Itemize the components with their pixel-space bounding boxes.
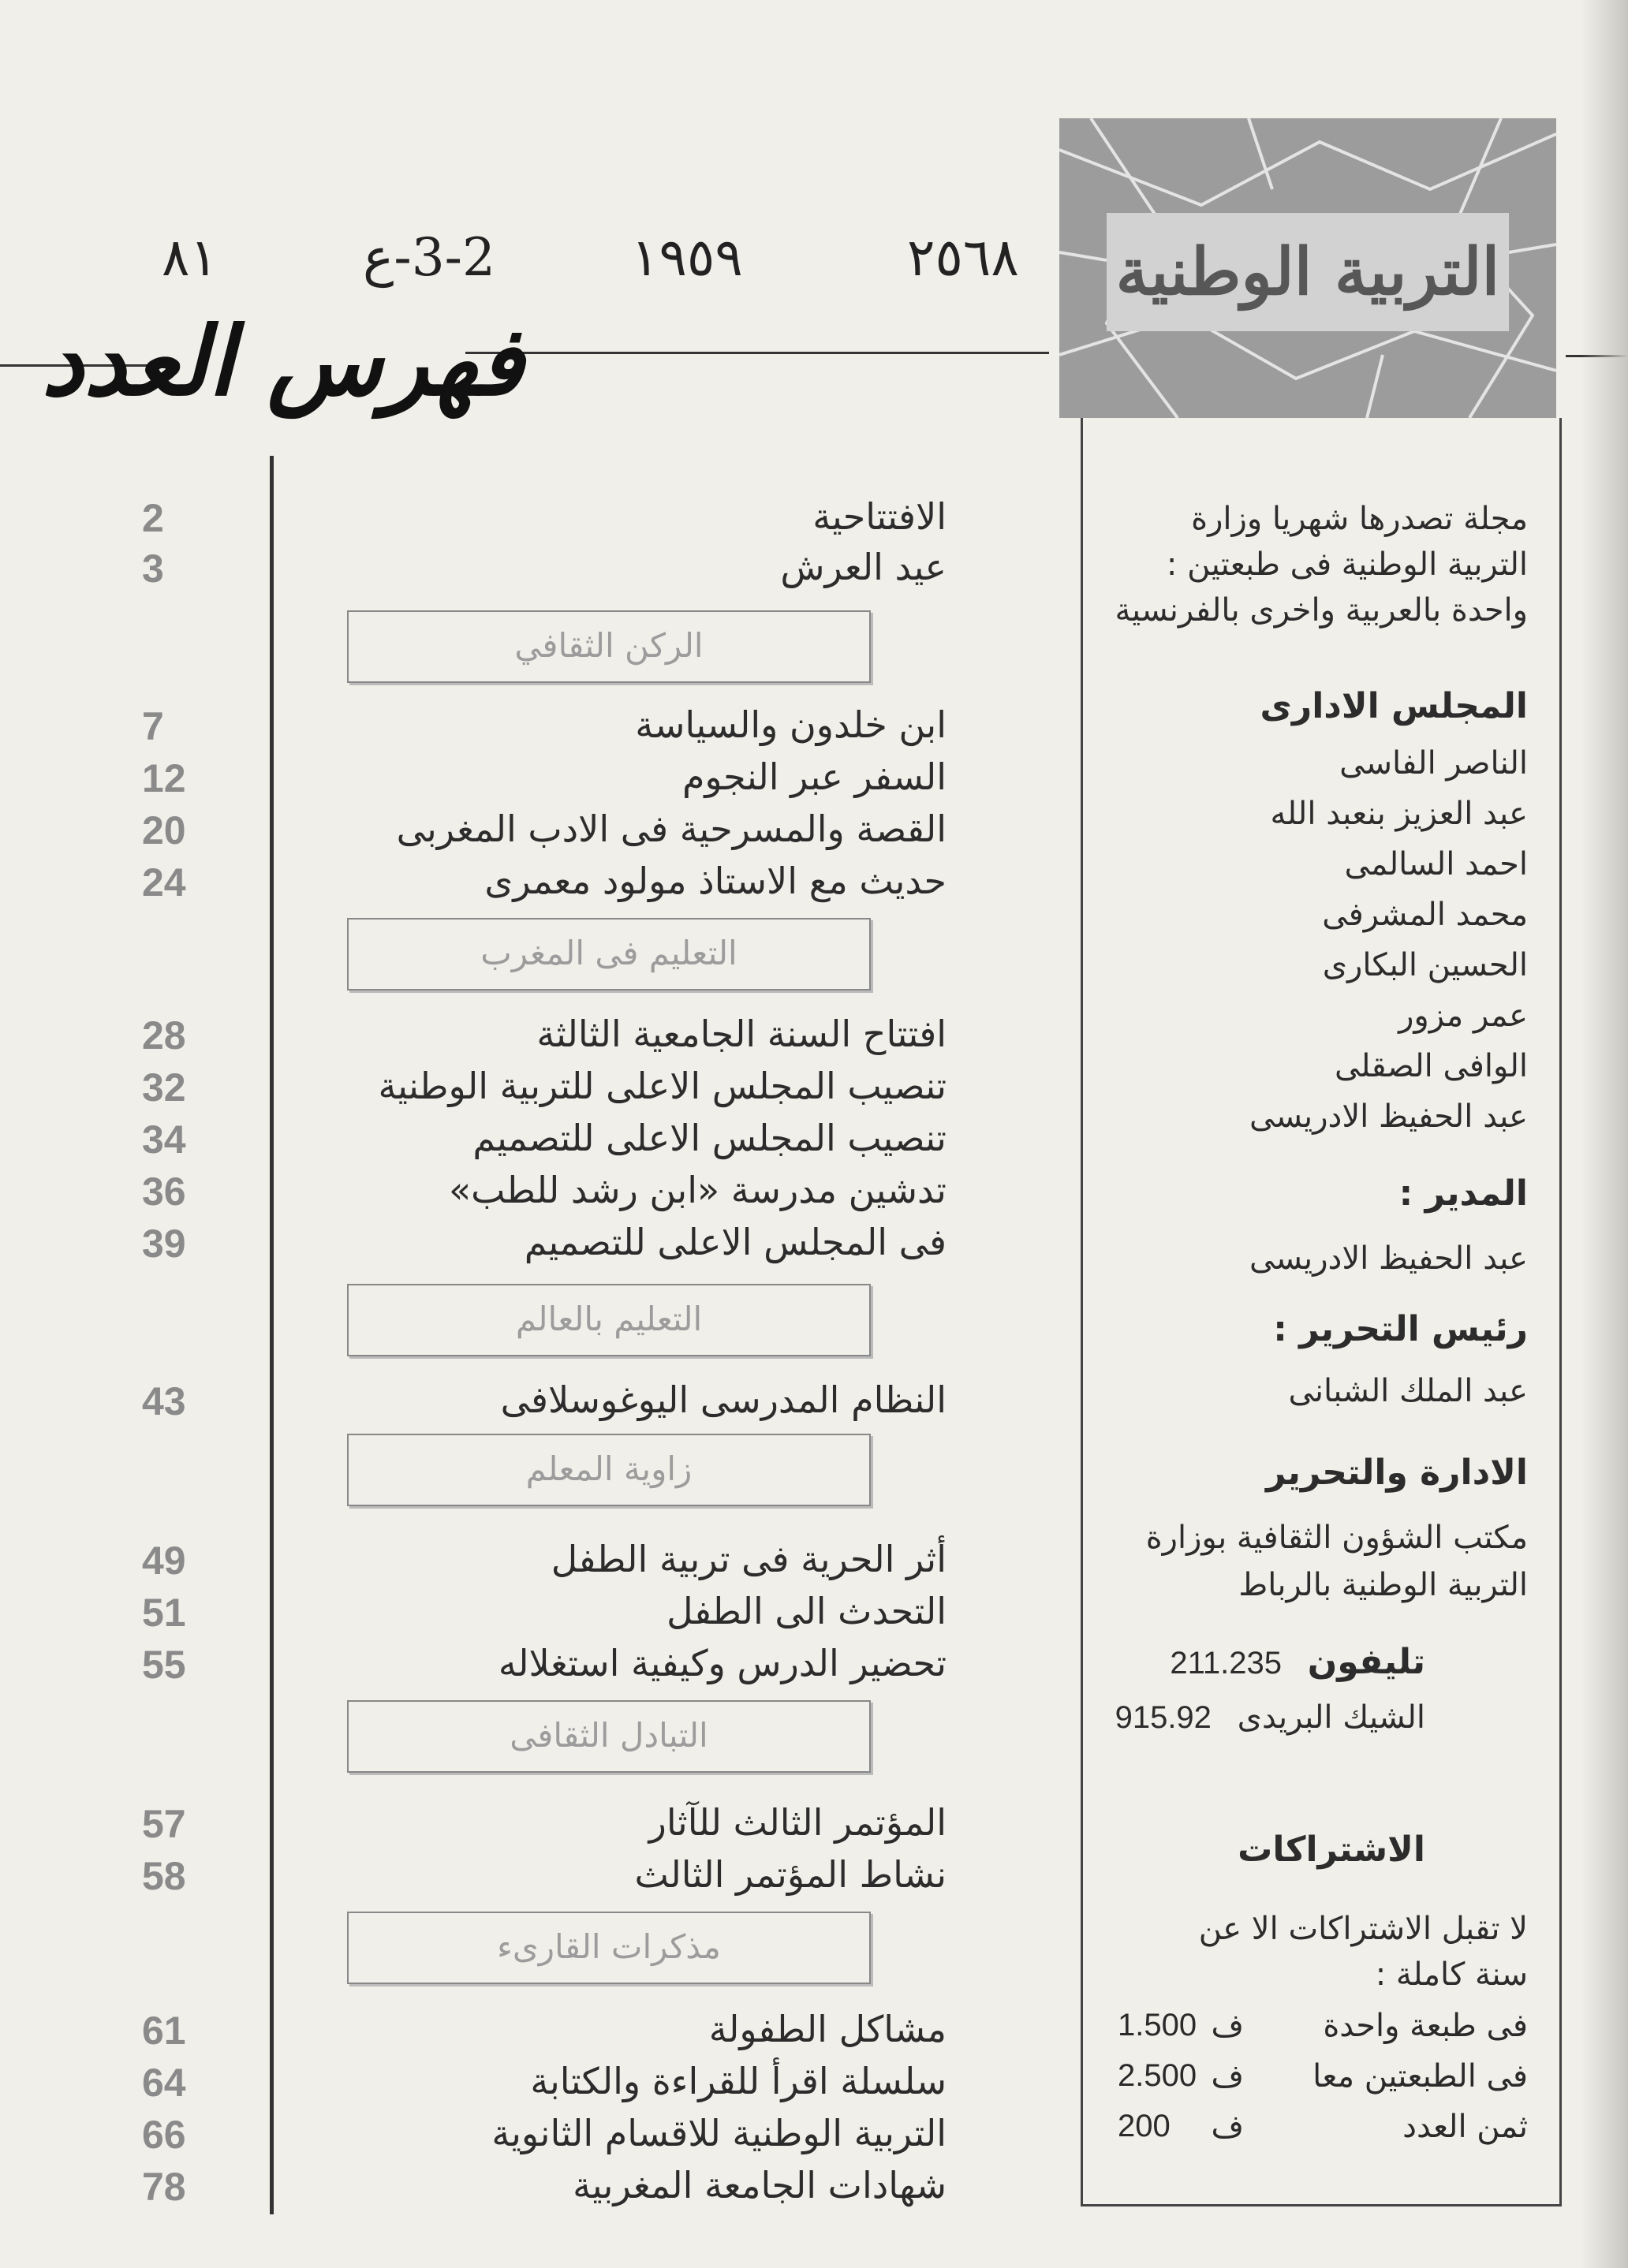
price-row <box>1118 2008 1528 2052</box>
toc-item-title: فى المجلس الاعلى للتصميم <box>524 1221 947 1263</box>
toc-item <box>142 808 947 856</box>
toc-item-title: التحدث الى الطفل <box>667 1590 947 1632</box>
toc-item-title: مشاكل الطفولة <box>708 2008 947 2050</box>
toc-page-number: 2 <box>142 496 164 540</box>
magazine-logo <box>1059 118 1556 418</box>
masthead-panel <box>1081 418 1562 2206</box>
toc-item <box>142 1169 947 1218</box>
board-member: عبد الحفيظ الادريسى <box>1249 1099 1528 1135</box>
price-currency: ف <box>1211 2109 1244 2145</box>
toc-item <box>142 2164 947 2213</box>
toc-page-number: 39 <box>142 1222 186 1266</box>
section-title: التبادل الثقافى <box>510 1716 708 1755</box>
price-row <box>1118 2109 1528 2153</box>
toc-page-number: 64 <box>142 2061 186 2105</box>
board-member: احمد السالمى <box>1344 846 1528 882</box>
toc-item <box>142 2008 947 2057</box>
section-title: زاوية المعلم <box>525 1449 693 1488</box>
toc-page-number: 51 <box>142 1591 186 1635</box>
toc-item <box>142 1013 947 1061</box>
editor-name: عبد الملك الشبانى <box>1288 1373 1528 1409</box>
toc-item-title: شهادات الجامعة المغربية <box>573 2164 947 2206</box>
toc-item-title: افتتاح السنة الجامعية الثالثة <box>536 1013 947 1055</box>
toc-page-number: 34 <box>142 1117 186 1162</box>
toc-item <box>142 1538 947 1587</box>
toc-item <box>142 1117 947 1166</box>
toc-item <box>142 755 947 804</box>
toc-page-number: 58 <box>142 1854 186 1898</box>
toc-item <box>142 2060 947 2109</box>
board-member: الوافى الصقلى <box>1334 1048 1528 1084</box>
intro-line: مجلة تصدرها شهريا وزارة <box>1191 501 1528 537</box>
toc-item-title: تنصيب المجلس الاعلى للتربية الوطنية <box>378 1065 947 1107</box>
toc-intro-1 <box>142 495 947 544</box>
toc-item <box>142 1590 947 1639</box>
page-title: فهرس العدد <box>41 306 524 417</box>
board-title: المجلس الادارى <box>1260 686 1528 726</box>
handwritten-year: ١٩٥٩ <box>631 227 743 288</box>
intro-line: واحدة بالعربية واخرى بالفرنسية <box>1115 592 1528 629</box>
board-member: الحسين البكارى <box>1322 947 1528 983</box>
handwritten-issue: 3-2-ع <box>363 227 495 288</box>
header-rule-right <box>465 352 1049 354</box>
section-box-education-morocco <box>347 918 871 990</box>
toc-item-title: ابن خلدون والسياسة <box>635 703 947 746</box>
price-value: 200 <box>1118 2109 1171 2143</box>
postal-label: الشيك البريدى <box>1237 1699 1425 1736</box>
handwritten-number: ٢٥٦٨ <box>907 227 1019 288</box>
toc-page-number: 7 <box>142 704 164 748</box>
toc-item-title: المؤتمر الثالث للآثار <box>648 1801 947 1844</box>
magazine-name: التربية الوطنية <box>1107 213 1509 331</box>
editor-label: رئيس التحرير : <box>1273 1309 1528 1349</box>
toc-item <box>142 1378 947 1427</box>
price-value: 2.500 <box>1118 2058 1197 2093</box>
section-box-reader-notes <box>347 1912 871 1984</box>
toc-page-number: 57 <box>142 1802 186 1846</box>
phone-row <box>1170 1642 1425 1682</box>
postal-value: 915.92 <box>1115 1700 1212 1735</box>
toc-page-number: 32 <box>142 1065 186 1110</box>
postal-row <box>1115 1695 1425 1740</box>
section-title: التعليم بالعالم <box>515 1300 703 1338</box>
price-row <box>1118 2058 1528 2102</box>
intro-line: التربية الوطنية فى طبعتين : <box>1166 546 1528 583</box>
toc-item-title: حديث مع الاستاذ مولود معمرى <box>484 860 947 902</box>
toc-intro-2 <box>142 546 947 595</box>
handwritten-code: ٨١ <box>162 227 218 288</box>
toc-item-title: تنصيب المجلس الاعلى للتصميم <box>472 1117 947 1159</box>
subscriptions-title: الاشتراكات <box>1238 1830 1425 1870</box>
toc-item-title: سلسلة اقرأ للقراءة والكتابة <box>530 2060 947 2102</box>
toc-page-number: 78 <box>142 2165 186 2209</box>
admin-title: الادارة والتحرير <box>1265 1453 1528 1493</box>
price-label: ثمن العدد <box>1402 2109 1528 2145</box>
toc-item-title: النظام المدرسى اليوغوسلافى <box>500 1378 947 1421</box>
price-label: فى الطبعتين معا <box>1312 2058 1528 2095</box>
board-member: عبد العزيز بنعبد الله <box>1270 796 1528 832</box>
toc-page-number: 24 <box>142 860 186 905</box>
board-member: محمد المشرفى <box>1322 897 1528 933</box>
toc-page-number: 36 <box>142 1169 186 1214</box>
director-label: المدير : <box>1398 1173 1528 1214</box>
toc-item-title: الافتتاحية <box>812 495 947 538</box>
toc-item-title: عيد العرش <box>780 546 947 588</box>
section-box-cultural-exchange <box>347 1700 871 1773</box>
toc-page-number: 43 <box>142 1379 186 1423</box>
toc-page-number: 66 <box>142 2113 186 2157</box>
director-name: عبد الحفيظ الادريسى <box>1249 1240 1528 1277</box>
price-currency: ف <box>1211 2008 1244 2044</box>
subscriptions-line: لا تقبل الاشتراكات الا عن <box>1198 1911 1528 1947</box>
toc-item-title: أثر الحرية فى تربية الطفل <box>551 1538 947 1580</box>
section-box-education-world <box>347 1284 871 1356</box>
toc-item-title: القصة والمسرحية فى الادب المغربى <box>396 808 947 850</box>
toc-item-title: التربية الوطنية للاقسام الثانوية <box>491 2112 947 2154</box>
phone-label: تليفون <box>1307 1642 1425 1682</box>
toc-page-number: 55 <box>142 1643 186 1687</box>
toc-page-number: 61 <box>142 2009 186 2053</box>
board-member: عمر مزور <box>1398 998 1528 1034</box>
toc-item-title: نشاط المؤتمر الثالث <box>634 1853 947 1896</box>
price-label: فى طبعة واحدة <box>1323 2008 1528 2044</box>
board-member: الناصر الفاسى <box>1339 745 1528 781</box>
toc-item <box>142 1065 947 1113</box>
toc-page-number: 20 <box>142 808 186 852</box>
admin-line: مكتب الشؤون الثقافية بوزارة <box>1145 1520 1528 1556</box>
section-title: التعليم فى المغرب <box>480 934 737 972</box>
price-currency: ف <box>1211 2058 1244 2095</box>
toc-item <box>142 1642 947 1691</box>
section-title: مذكرات القارىء <box>497 1927 721 1966</box>
subscriptions-line: سنة كاملة : <box>1375 1957 1528 1993</box>
toc-item <box>142 1221 947 1270</box>
section-box-teacher-corner <box>347 1434 871 1506</box>
phone-value: 211.235 <box>1170 1646 1283 1680</box>
toc-item <box>142 1853 947 1902</box>
toc-item <box>142 2112 947 2161</box>
toc-page-number: 49 <box>142 1539 186 1583</box>
price-value: 1.500 <box>1118 2008 1197 2042</box>
admin-line: التربية الوطنية بالرباط <box>1238 1567 1528 1603</box>
toc-item <box>142 1801 947 1850</box>
page-edge-shadow <box>1581 0 1628 2268</box>
section-title: الركن الثقافي <box>514 626 704 665</box>
toc-item-title: تدشين مدرسة «ابن رشد للطب» <box>448 1169 947 1211</box>
toc-page-number: 28 <box>142 1013 186 1058</box>
toc-item-title: السفر عبر النجوم <box>681 755 947 798</box>
section-box-cultural <box>347 610 871 683</box>
toc-page-number: 3 <box>142 546 164 591</box>
toc-page-number: 12 <box>142 756 186 800</box>
toc-item <box>142 703 947 752</box>
toc-item-title: تحضير الدرس وكيفية استغلاله <box>498 1642 947 1684</box>
toc-item <box>142 860 947 908</box>
